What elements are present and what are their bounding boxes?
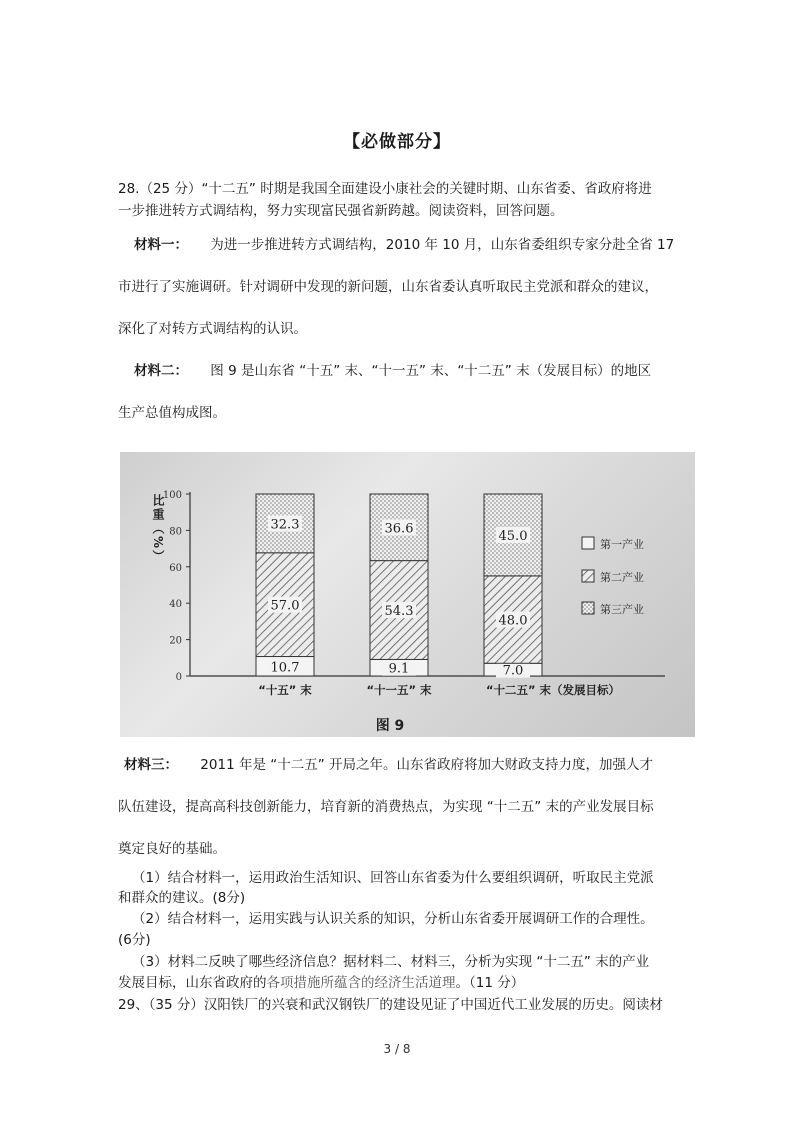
sub2-line2: (6分) <box>118 932 151 948</box>
material2-label: 材料二： <box>134 363 188 379</box>
data-label: 32.3 <box>270 517 300 533</box>
y-axis-label: 比重（%） <box>151 494 165 565</box>
sub1-line2: 和群众的建议。(8分) <box>118 890 246 906</box>
data-label: 54.3 <box>384 604 414 620</box>
data-label: 57.0 <box>270 598 300 614</box>
legend-swatch <box>582 537 594 549</box>
material3-line1 <box>124 756 653 774</box>
sub2-line1: （2）结合材料一，运用实践与认识关系的知识，分析山东省委开展调研工作的合理性。 <box>132 911 654 927</box>
sub3-line1: （3）材料二反映了哪些经济信息？据材料二、材料三，分析为实现 “十二五” 末的产业 <box>132 954 650 970</box>
material3-label: 材料三： <box>124 757 178 773</box>
sub1-line1: （1）结合材料一，运用政治生活知识、回答山东省委为什么要组织调研，听取民主党派 <box>132 870 654 886</box>
sub3-text-b: 各项措施所蕴含的经济生活道理 <box>266 975 456 991</box>
material1-line1 <box>134 236 674 254</box>
legend-swatch <box>582 570 594 582</box>
y-tick-label: 100 <box>162 490 182 501</box>
section-heading: 【必做部分】 <box>343 132 451 152</box>
q29-line1: 29、（35 分）汉阳铁厂的兴衰和武汉钢铁厂的建设见证了中国近代工业发展的历史。阅读材 <box>118 997 663 1013</box>
material2-line1 <box>134 362 651 380</box>
data-label: 9.1 <box>388 661 410 677</box>
material3-text1: 2011 年是 “十二五” 开局之年。山东省政府将加大财政支持力度，加强人才 <box>200 757 654 773</box>
page-number: 3 / 8 <box>383 1042 411 1056</box>
data-label: 7.0 <box>502 663 524 679</box>
data-label: 48.0 <box>498 613 528 629</box>
material1-line3: 深化了对转方式调结构的认识。 <box>118 321 307 337</box>
y-tick-label: 20 <box>169 635 182 647</box>
figure-caption: 图 9 <box>375 718 405 734</box>
data-label: 36.6 <box>384 521 414 537</box>
material1-line2: 市进行了实施调研。针对调研中发现的新问题，山东省委认真听取民主党派和群众的建议， <box>118 279 658 295</box>
x-tick-label: “十二五” 末（发展目标） <box>485 683 621 697</box>
x-tick-label: “十五” 末 <box>258 683 312 697</box>
material2-text1: 图 9 是山东省 “十五” 末、“十一五” 末、“十二五” 末（发展目标）的地区 <box>210 363 652 379</box>
y-tick-label: 60 <box>169 562 182 574</box>
material3-line2: 队伍建设，提高高科技创新能力，培育新的消费热点，为实现 “十二五” 末的产业发展目标 <box>118 799 654 815</box>
data-label: 45.0 <box>498 528 528 544</box>
legend-label: 第三产业 <box>600 603 644 616</box>
bar-chart <box>120 452 695 737</box>
figure-9-photo <box>120 452 695 737</box>
material1-label: 材料一： <box>134 237 188 253</box>
legend-label: 第一产业 <box>600 538 644 551</box>
sub3-text-c: 。（11 分） <box>455 975 525 991</box>
material1-text1: 为进一步推进转方式调结构，2010 年 10 月，山东省委组织专家分赴全省 17 <box>210 237 675 253</box>
data-label: 10.7 <box>270 660 300 676</box>
material2-line2: 生产总值构成图。 <box>118 405 226 421</box>
sub3-text-a: 发展目标，山东省政府的 <box>118 975 267 991</box>
sub3-line2 <box>118 974 524 992</box>
legend-swatch <box>582 602 594 614</box>
legend-label: 第二产业 <box>600 571 644 584</box>
q28-intro-line1: 28.（25 分）“十二五” 时期是我国全面建设小康社会的关键时期、山东省委、省政府将进 <box>118 181 652 197</box>
y-tick-label: 0 <box>175 672 182 683</box>
q28-intro-line2: 一步推进转方式调结构，努力实现富民强省新跨越。阅读资料，回答问题。 <box>118 203 564 219</box>
x-tick-label: “十一五” 末 <box>366 683 432 697</box>
y-tick-label: 40 <box>169 599 182 611</box>
y-tick-label: 80 <box>169 526 182 538</box>
material3-line3: 奠定良好的基础。 <box>118 841 226 857</box>
